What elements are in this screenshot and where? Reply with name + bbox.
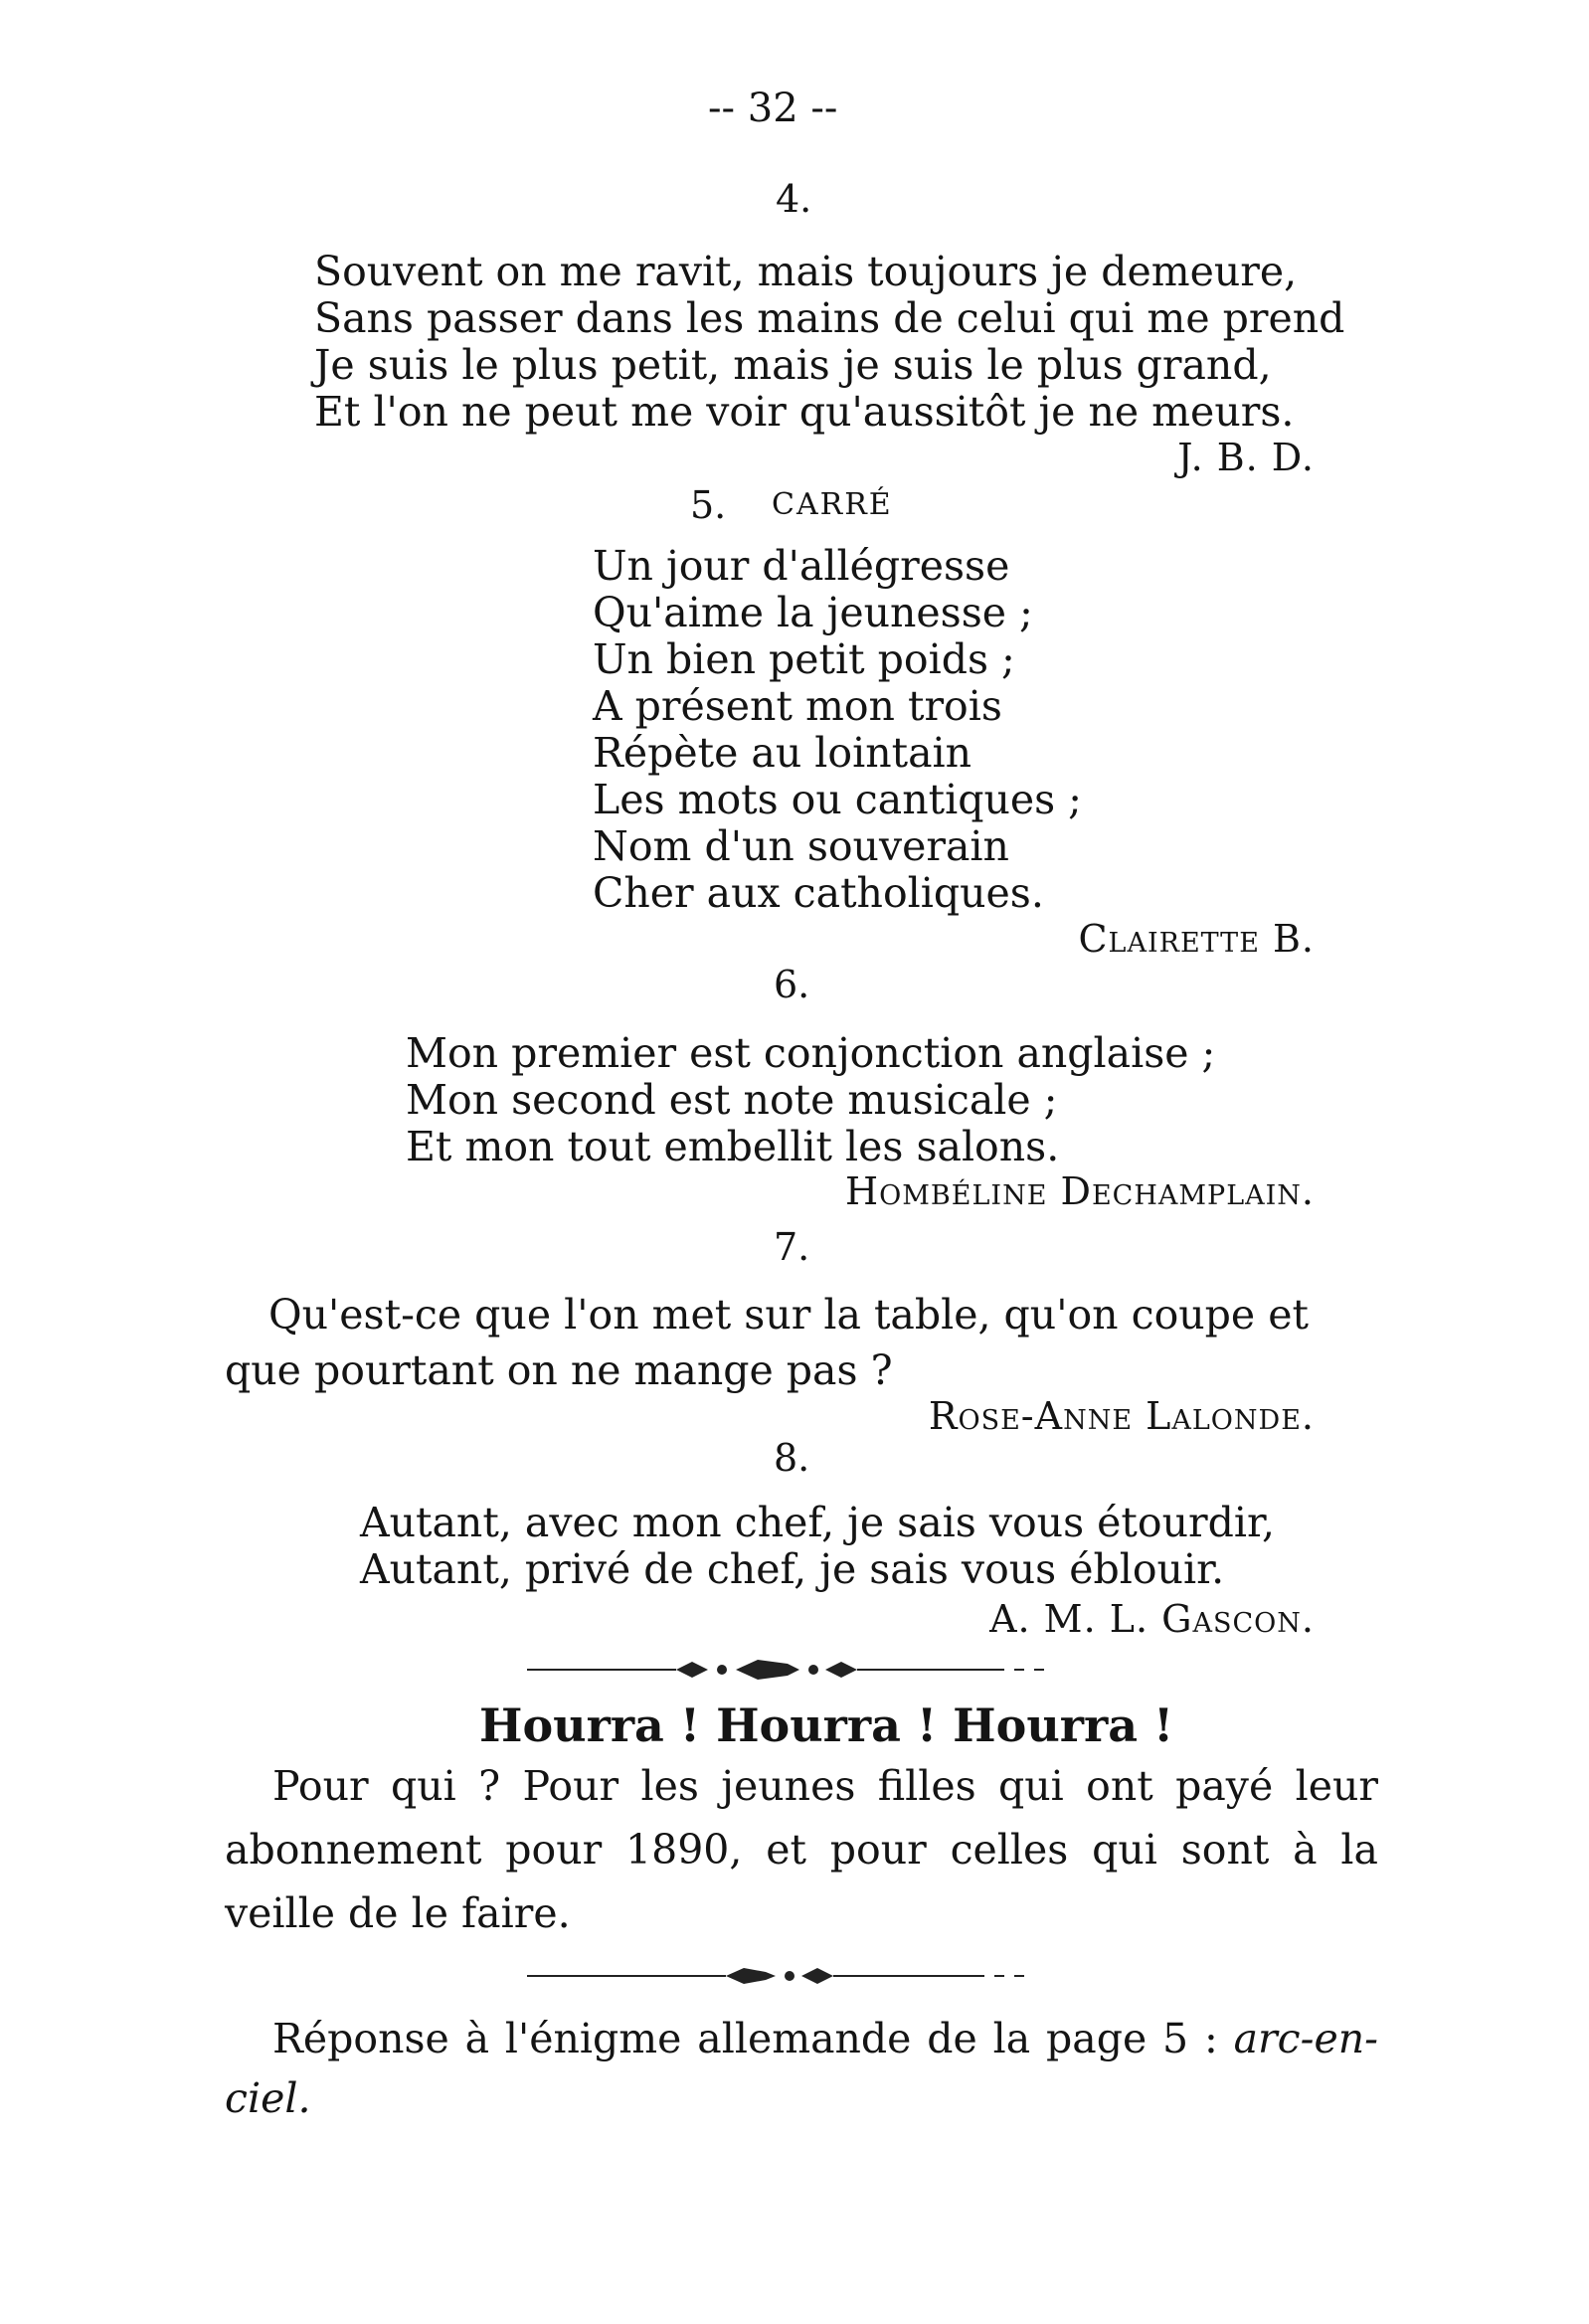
- verse-line: Sans passer dans les mains de celui qui me prend: [314, 294, 1345, 342]
- verse-line: Autant, privé de chef, je sais vous éblouir.: [360, 1545, 1225, 1593]
- riddle-7-signature: Rose-Anne Lalonde.: [928, 1394, 1315, 1438]
- verse-line: Les mots ou cantiques ;: [593, 776, 1082, 823]
- hourra-text: Pour qui ? Pour les jeunes filles qui ont payé leur abonnement pour 1890, et pour celles qui sont à la veille de le faire.: [225, 1762, 1378, 1937]
- verse-line: Mon premier est conjonction anglaise ;: [406, 1029, 1216, 1077]
- riddle-5-number: 5.: [690, 483, 727, 527]
- riddle-4-signature: J. B. D.: [1177, 436, 1315, 479]
- riddle-8-number: 8.: [774, 1436, 810, 1480]
- answer-text: [225, 2009, 1378, 2128]
- riddle-6-number: 6.: [774, 963, 810, 1006]
- riddle-6-signature: Hombéline Dechamplain.: [845, 1169, 1315, 1213]
- verse-line: A présent mon trois: [593, 682, 1002, 730]
- verse-line: Répète au lointain: [593, 729, 972, 777]
- verse-line: Qu'aime la jeunesse ;: [593, 589, 1033, 636]
- ornament-divider-icon: [527, 1963, 1054, 1989]
- riddle-5-title: CARRÉ: [772, 487, 893, 522]
- verse-line: Un jour d'allégresse: [593, 542, 1010, 590]
- riddle-6-verse: [406, 1030, 1215, 1170]
- riddle-4-number: 4.: [776, 177, 812, 221]
- answer-word: arc-en-ciel.: [225, 2015, 1378, 2122]
- verse-line: Cher aux catholiques.: [593, 869, 1044, 917]
- hourra-heading: Hourra ! Hourra ! Hourra !: [479, 1698, 1174, 1752]
- verse-line: Mon second est note musicale ;: [406, 1076, 1058, 1124]
- verse-line: Et l'on ne peut me voir qu'aussitôt je ne meurs.: [314, 388, 1295, 436]
- riddle-7-text: Qu'est-ce que l'on met sur la table, qu'on coupe et que pourtant on ne mange pas ?: [225, 1291, 1309, 1394]
- riddle-5-signature: Clairette B.: [1078, 917, 1315, 961]
- riddle-7-number: 7.: [774, 1225, 810, 1269]
- verse-line: Nom d'un souverain: [593, 822, 1009, 870]
- ornament-divider-icon: [527, 1655, 1064, 1685]
- verse-line: Et mon tout embellit les salons.: [406, 1123, 1060, 1170]
- riddle-5-verse: [593, 543, 1082, 917]
- riddle-8-verse: [360, 1500, 1275, 1593]
- page-number: -- 32 --: [708, 86, 838, 131]
- riddle-8-signature: A. M. L. Gascon.: [989, 1597, 1315, 1641]
- riddle-4-verse: [314, 249, 1344, 436]
- verse-line: Je suis le plus petit, mais je suis le plus grand,: [314, 341, 1272, 389]
- verse-line: Autant, avec mon chef, je sais vous étourdir,: [360, 1499, 1276, 1546]
- verse-line: Un bien petit poids ;: [593, 635, 1015, 683]
- answer-label: Réponse à l'énigme allemande de la page 5 :: [272, 2015, 1234, 2062]
- verse-line: Souvent on me ravit, mais toujours je demeure,: [314, 248, 1298, 295]
